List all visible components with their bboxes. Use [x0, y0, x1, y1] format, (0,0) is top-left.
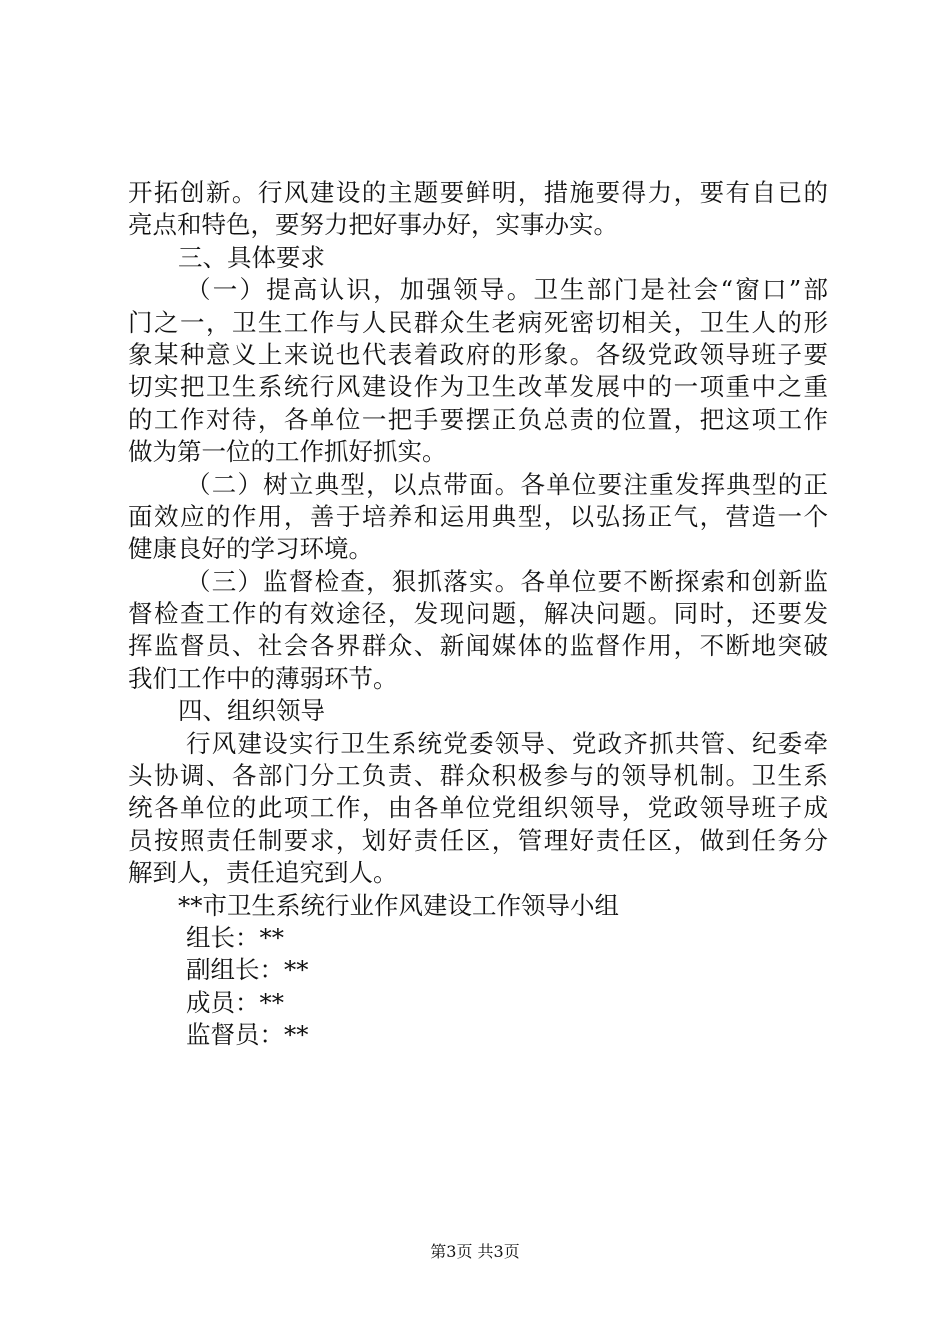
paragraph-line: （二）树立典型，以点带面。各单位要注重发挥典型的正 — [186, 469, 828, 499]
page-total: 共3页 — [477, 1242, 520, 1261]
paragraph-line: 门之一，卫生工作与人民群众生老病死密切相关，卫生人的形 — [128, 307, 828, 337]
paragraph-line: 我们工作中的薄弱环节。 — [128, 663, 398, 693]
page-footer — [0, 1242, 950, 1262]
section-heading: 三、具体要求 — [178, 242, 325, 272]
section-heading: 四、组织领导 — [178, 696, 325, 726]
paragraph-line: 开拓创新。行风建设的主题要鲜明，措施要得力，要有自已的 — [128, 178, 828, 207]
paragraph-line: （一）提高认识，加强领导。卫生部门是社会“窗口”部 — [186, 275, 828, 305]
paragraph-line: 亮点和特色，要努力把好事办好，实事办实。 — [128, 210, 618, 240]
member-line: 成员：** — [186, 987, 284, 1017]
paragraph-line: 切实把卫生系统行风建设作为卫生改革发展中的一项重中之重 — [128, 372, 828, 402]
paragraph-line: 挥监督员、社会各界群众、新闻媒体的监督作用，不断地突破 — [128, 631, 828, 661]
page-number: 第3页 — [430, 1242, 473, 1261]
paragraph-line: 象某种意义上来说也代表着政府的形象。各级党政领导班子要 — [128, 339, 828, 369]
paragraph-line: （三）监督检查，狠抓落实。各单位要不断探索和创新监 — [186, 566, 828, 596]
paragraph-line: 健康良好的学习环境。 — [128, 534, 373, 564]
paragraph-line: 解到人，责任追究到人。 — [128, 858, 398, 888]
paragraph-line: 员按照责任制要求，划好责任区，管理好责任区，做到任务分 — [128, 825, 828, 855]
paragraph-line: 面效应的作用，善于培养和运用典型，以弘扬正气，营造一个 — [128, 501, 828, 531]
group-title: **市卫生系统行业作风建设工作领导小组 — [178, 890, 619, 920]
member-line: 副组长：** — [186, 955, 309, 985]
paragraph-line: 督检查工作的有效途径，发现问题，解决问题。同时，还要发 — [128, 599, 828, 629]
paragraph-line: 做为第一位的工作抓好抓实。 — [128, 437, 447, 467]
paragraph-line: 的工作对待，各单位一把手要摆正负总责的位置，把这项工作 — [128, 404, 828, 434]
paragraph-line: 头协调、各部门分工负责、群众积极参与的领导机制。卫生系 — [128, 761, 828, 791]
document-body — [128, 177, 828, 1052]
member-line: 监督员：** — [186, 1020, 309, 1050]
paragraph-line: 行风建设实行卫生系统党委领导、党政齐抓共管、纪委牵 — [186, 728, 828, 758]
paragraph-line: 统各单位的此项工作，由各单位党组织领导，党政领导班子成 — [128, 793, 828, 823]
member-line: 组长：** — [186, 922, 284, 952]
